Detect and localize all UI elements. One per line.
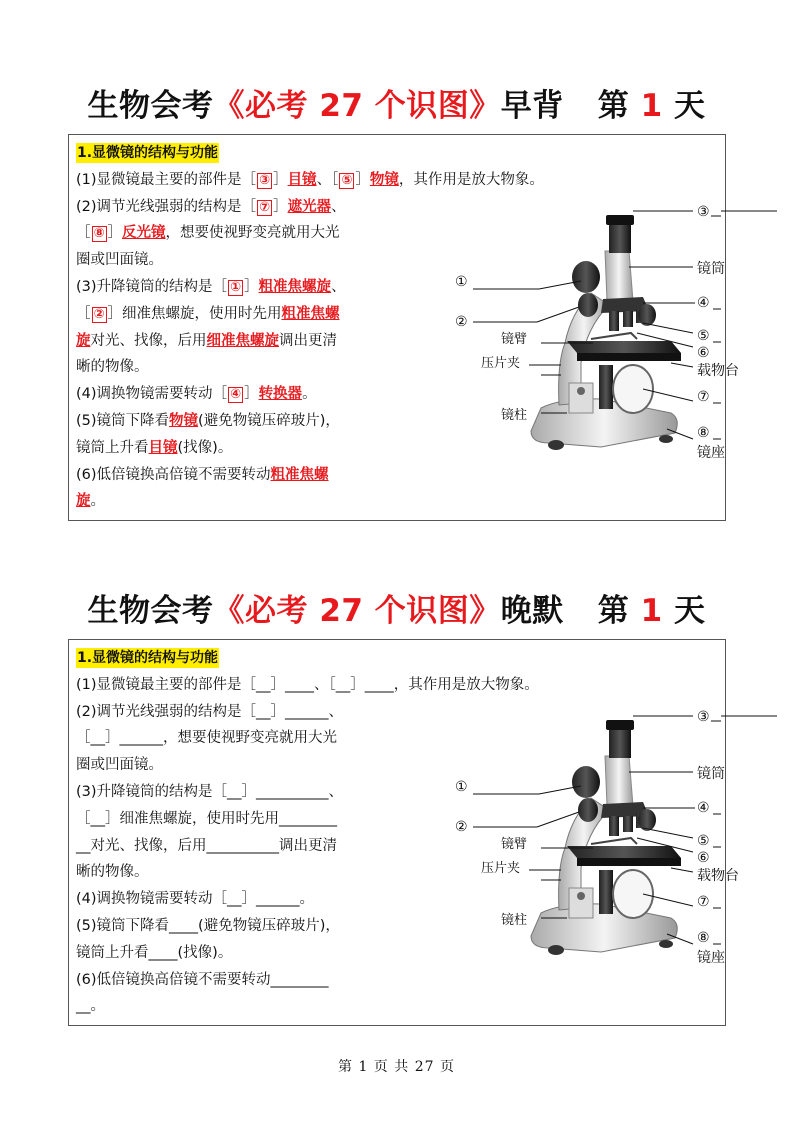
label-n6: ⑥ <box>697 850 710 866</box>
text-line: ［__］______，想要使视野变亮就用大光 <box>76 730 337 747</box>
text-line: (3)升降镜筒的结构是［__］__________、 <box>76 783 344 800</box>
text-line: 圈或凹面镜。 <box>76 252 163 269</box>
text-line: (1)显微镜最主要的部件是［__］____、［__］____，其作用是放大物象。 <box>76 676 539 693</box>
label-n3: ③ <box>697 204 710 220</box>
label-n6: ⑥ <box>697 345 710 361</box>
label-stage: 载物台 <box>697 363 739 379</box>
text-line: (2)调节光线强弱的结构是［ ⑦ ］遮光器、 <box>76 198 346 215</box>
label-n8: ⑧ <box>697 425 710 441</box>
text-line: ［ ⑧ ］反光镜，想要使视野变亮就用大光 <box>76 225 340 242</box>
morning-box <box>68 134 739 521</box>
label-tube: 镜筒 <box>697 261 725 277</box>
label-n2: ② <box>455 314 468 330</box>
text-line: ［__］细准焦螺旋，使用时先用________ <box>76 810 337 827</box>
text-line: 圈或凹面镜。 <box>76 757 163 774</box>
evening-box <box>68 639 739 1026</box>
label-base: 镜座 <box>697 950 725 966</box>
text-line: (1)显微镜最主要的部件是［ ③ ］目镜、［ ⑤ ］物镜，其作用是放大物象。 <box>76 171 544 188</box>
label-n5: ⑤ <box>697 833 710 849</box>
label-n2: ② <box>455 819 468 835</box>
label-base: 镜座 <box>697 445 725 461</box>
text-line: ［ ② ］细准焦螺旋，使用时先用粗准焦螺 <box>76 305 340 322</box>
label-pillar: 镜柱 <box>501 913 528 928</box>
label-n8: ⑧ <box>697 930 710 946</box>
section-heading: 1.显微镜的结构与功能 <box>77 650 219 666</box>
text-line: __对光、找像，后用__________调出更清 <box>76 837 337 854</box>
text-line: 晰的物像。 <box>76 864 149 881</box>
microscope-diagram <box>381 193 739 463</box>
morning-title: 生物会考《必考 27 个识图》早背 第 1 天 <box>87 88 706 124</box>
text-line: 旋对光、找像，后用细准焦螺旋调出更清 <box>76 332 337 349</box>
label-clip: 压片夹 <box>481 356 521 371</box>
text-line: (3)升降镜筒的结构是［ ① ］粗准焦螺旋、 <box>76 278 346 295</box>
evening-title: 生物会考《必考 27 个识图》晚默 第 1 天 <box>87 593 706 629</box>
label-arm: 镜臂 <box>501 837 528 852</box>
label-n4: ④ <box>697 800 710 816</box>
label-n4: ④ <box>697 295 710 311</box>
label-n7: ⑦ <box>697 894 710 910</box>
text-line: (2)调节光线强弱的结构是［__］______、 <box>76 703 344 720</box>
text-line: __。 <box>76 998 105 1015</box>
label-n7: ⑦ <box>697 389 710 405</box>
page-footer: 第 1 页 共 27 页 <box>338 1059 455 1075</box>
text-line: (6)低倍镜换高倍镜不需要转动粗准焦螺 <box>76 466 329 483</box>
label-n1: ① <box>455 779 468 795</box>
text-line: 晰的物像。 <box>76 359 149 376</box>
text-line: 镜筒上升看____(找像)。 <box>76 944 233 961</box>
label-n5: ⑤ <box>697 328 710 344</box>
section-heading: 1.显微镜的结构与功能 <box>77 145 219 161</box>
label-n3: ③ <box>697 709 710 725</box>
label-tube: 镜筒 <box>697 766 725 782</box>
text-line: (4)调换物镜需要转动［ ④ ］转换器。 <box>76 386 317 403</box>
label-pillar: 镜柱 <box>501 408 528 423</box>
text-line: 旋。 <box>76 493 105 510</box>
label-clip: 压片夹 <box>481 861 521 876</box>
text-line: (5)镜筒下降看____(避免物镜压碎玻片)， <box>76 917 340 934</box>
text-line: (6)低倍镜换高倍镜不需要转动________ <box>76 971 329 988</box>
label-n1: ① <box>455 274 468 290</box>
text-line: (5)镜筒下降看物镜(避免物镜压碎玻片)， <box>76 412 340 429</box>
text-line: 镜筒上升看目镜(找像)。 <box>76 439 233 456</box>
text-line: (4)调换物镜需要转动［__］______。 <box>76 891 315 908</box>
microscope-diagram <box>381 698 739 968</box>
label-arm: 镜臂 <box>501 332 528 347</box>
label-stage: 载物台 <box>697 868 739 884</box>
